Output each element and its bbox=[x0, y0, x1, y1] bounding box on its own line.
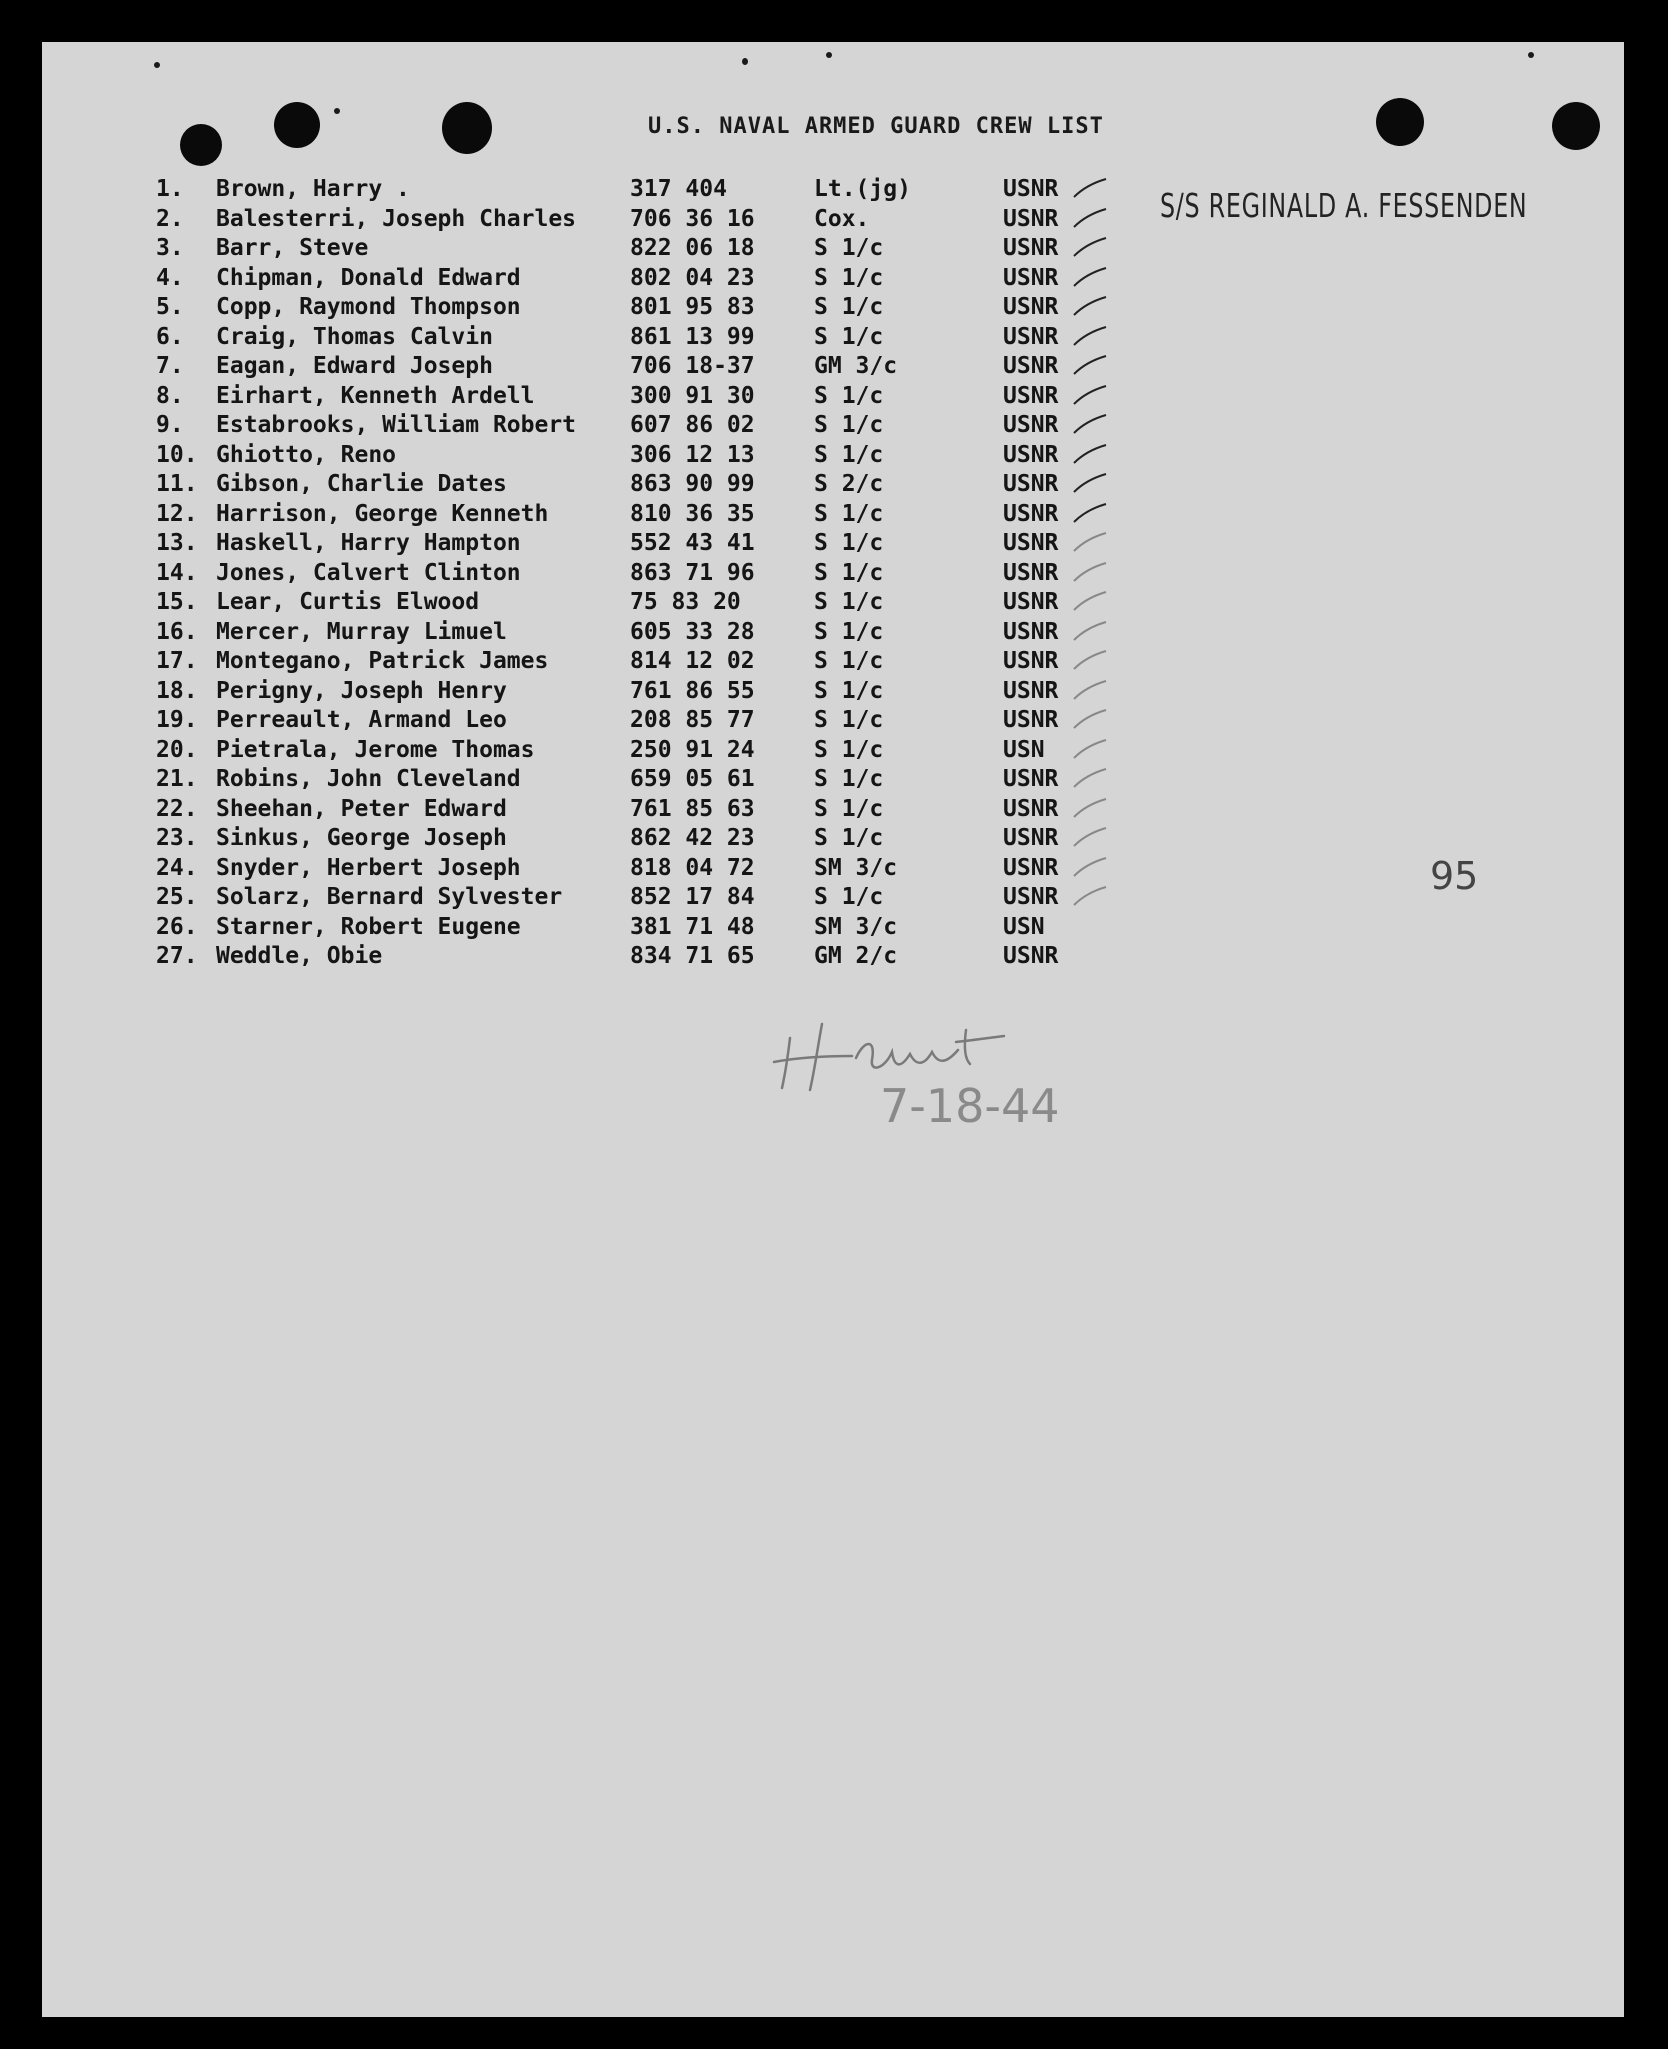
punch-hole bbox=[274, 102, 320, 148]
crew-name: Haskell, Harry Hampton bbox=[216, 530, 521, 556]
crew-name: Estabrooks, William Robert bbox=[216, 412, 577, 438]
punch-hole bbox=[180, 124, 222, 166]
crew-number: 16. bbox=[156, 618, 198, 645]
crew-branch: USNR bbox=[1003, 618, 1059, 645]
crew-serial-number: 861 13 99 bbox=[630, 323, 755, 350]
crew-name: Ghiotto, Reno bbox=[216, 441, 397, 468]
crew-name: Eagan, Edward Joseph bbox=[216, 353, 493, 379]
crew-rate: S 1/c bbox=[814, 618, 884, 645]
crew-name: Copp, Raymond Thompson bbox=[216, 294, 521, 320]
crew-branch: USNR bbox=[1003, 264, 1059, 291]
crew-serial-number: 818 04 72 bbox=[630, 854, 755, 881]
crew-rate: S 1/c bbox=[814, 884, 884, 910]
crew-branch: USNR bbox=[1003, 943, 1059, 969]
crew-number: 8. bbox=[156, 382, 184, 409]
crew-number: 27. bbox=[156, 943, 198, 969]
crew-serial-number: 761 86 55 bbox=[630, 677, 755, 704]
crew-branch: USNR bbox=[1003, 884, 1059, 910]
crew-branch: USNR bbox=[1003, 441, 1059, 468]
crew-branch: USNR bbox=[1003, 382, 1059, 409]
crew-name: Chipman, Donald Edward bbox=[216, 264, 521, 291]
crew-branch: USNR bbox=[1003, 648, 1059, 674]
crew-branch: USNR bbox=[1003, 353, 1059, 379]
crew-branch: USNR bbox=[1003, 707, 1059, 733]
crew-name: Pietrala, Jerome Thomas bbox=[216, 736, 535, 763]
crew-rate: S 1/c bbox=[814, 441, 884, 468]
crew-serial-number: 761 85 63 bbox=[630, 795, 755, 822]
crew-number: 23. bbox=[156, 825, 198, 851]
crew-serial-number: 863 71 96 bbox=[630, 559, 755, 586]
crew-rate: S 1/c bbox=[814, 264, 884, 291]
crew-rate: S 1/c bbox=[814, 294, 884, 320]
crew-rate: S 1/c bbox=[814, 648, 884, 674]
crew-branch: USNR bbox=[1003, 530, 1059, 556]
crew-number: 4. bbox=[156, 264, 184, 291]
crew-number: 5. bbox=[156, 294, 184, 320]
crew-serial-number: 706 18-37 bbox=[630, 353, 755, 379]
crew-serial-number: 552 43 41 bbox=[630, 530, 755, 556]
handwritten-signature bbox=[760, 1000, 1160, 1130]
crew-number: 14. bbox=[156, 559, 198, 586]
crew-branch: USNR bbox=[1003, 825, 1059, 851]
crew-branch: USNR bbox=[1003, 235, 1059, 261]
ink-speck bbox=[742, 58, 748, 65]
crew-serial-number: 801 95 83 bbox=[630, 294, 755, 320]
crew-number: 1. bbox=[156, 176, 184, 202]
crew-branch: USNR bbox=[1003, 677, 1059, 704]
crew-rate: S 1/c bbox=[814, 412, 884, 438]
crew-branch: USNR bbox=[1003, 766, 1059, 792]
crew-number: 7. bbox=[156, 353, 184, 379]
crew-rate: S 1/c bbox=[814, 500, 884, 527]
crew-branch: USNR bbox=[1003, 559, 1059, 586]
crew-name: Starner, Robert Eugene bbox=[216, 913, 521, 940]
ink-speck bbox=[154, 62, 160, 68]
crew-number: 13. bbox=[156, 530, 198, 556]
page-number: 95 bbox=[1430, 854, 1479, 898]
crew-rate: S 1/c bbox=[814, 559, 884, 586]
crew-serial-number: 822 06 18 bbox=[630, 235, 755, 261]
crew-name: Craig, Thomas Calvin bbox=[216, 323, 493, 350]
crew-rate: S 1/c bbox=[814, 530, 884, 556]
crew-name: Sheehan, Peter Edward bbox=[216, 795, 507, 822]
crew-serial-number: 834 71 65 bbox=[630, 943, 755, 969]
crew-branch: USNR bbox=[1003, 205, 1059, 232]
crew-branch: USN bbox=[1003, 913, 1045, 940]
ink-speck bbox=[826, 52, 832, 58]
crew-name: Sinkus, George Joseph bbox=[216, 825, 507, 851]
crew-branch: USNR bbox=[1003, 294, 1059, 320]
crew-rate: Lt.(jg) bbox=[814, 176, 911, 202]
crew-rate: Cox. bbox=[814, 205, 870, 232]
crew-branch: USNR bbox=[1003, 176, 1059, 202]
crew-rate: S 1/c bbox=[814, 382, 884, 409]
punch-hole bbox=[1552, 102, 1600, 150]
crew-name: Weddle, Obie bbox=[216, 943, 383, 969]
crew-rate: S 1/c bbox=[814, 825, 884, 851]
crew-rate: S 1/c bbox=[814, 766, 884, 792]
crew-rate: S 1/c bbox=[814, 736, 884, 763]
crew-number: 17. bbox=[156, 648, 198, 674]
crew-number: 19. bbox=[156, 707, 198, 733]
crew-rate: GM 2/c bbox=[814, 943, 898, 969]
crew-branch: USNR bbox=[1003, 412, 1059, 438]
ink-speck bbox=[334, 108, 340, 114]
crew-serial-number: 814 12 02 bbox=[630, 648, 755, 674]
crew-number: 26. bbox=[156, 913, 198, 940]
crew-serial-number: 706 36 16 bbox=[630, 205, 755, 232]
crew-name: Snyder, Herbert Joseph bbox=[216, 854, 521, 881]
crew-name: Mercer, Murray Limuel bbox=[216, 618, 507, 645]
crew-serial-number: 208 85 77 bbox=[630, 707, 755, 733]
crew-name: Perigny, Joseph Henry bbox=[216, 677, 507, 704]
crew-rate: S 1/c bbox=[814, 323, 884, 350]
crew-number: 24. bbox=[156, 854, 198, 881]
crew-number: 12. bbox=[156, 500, 198, 527]
crew-rate: S 1/c bbox=[814, 795, 884, 822]
crew-rate: S 2/c bbox=[814, 471, 884, 497]
crew-number: 18. bbox=[156, 677, 198, 704]
crew-rate: S 1/c bbox=[814, 235, 884, 261]
crew-name: Montegano, Patrick James bbox=[216, 648, 549, 674]
crew-number: 9. bbox=[156, 412, 184, 438]
crew-number: 11. bbox=[156, 471, 198, 497]
crew-serial-number: 306 12 13 bbox=[630, 441, 755, 468]
crew-serial-number: 862 42 23 bbox=[630, 825, 755, 851]
crew-branch: USN bbox=[1003, 736, 1045, 763]
crew-serial-number: 317 404 bbox=[630, 176, 727, 202]
crew-name: Brown, Harry . bbox=[216, 176, 410, 202]
punch-hole bbox=[1376, 98, 1424, 146]
crew-serial-number: 605 33 28 bbox=[630, 618, 755, 645]
crew-serial-number: 250 91 24 bbox=[630, 736, 755, 763]
ship-name-stamp: S/S REGINALD A. FESSENDEN bbox=[1160, 186, 1528, 225]
crew-number: 21. bbox=[156, 766, 198, 792]
crew-serial-number: 810 36 35 bbox=[630, 500, 755, 527]
crew-branch: USNR bbox=[1003, 795, 1059, 822]
ink-speck bbox=[1528, 52, 1534, 58]
crew-rate: S 1/c bbox=[814, 589, 884, 615]
crew-rate: S 1/c bbox=[814, 707, 884, 733]
punch-hole bbox=[442, 102, 492, 154]
crew-number: 15. bbox=[156, 589, 198, 615]
crew-number: 20. bbox=[156, 736, 198, 763]
crew-serial-number: 802 04 23 bbox=[630, 264, 755, 291]
document-title: U.S. NAVAL ARMED GUARD CREW LIST bbox=[648, 114, 1104, 139]
crew-number: 2. bbox=[156, 205, 184, 232]
crew-rate: S 1/c bbox=[814, 677, 884, 704]
crew-number: 22. bbox=[156, 795, 198, 822]
crew-number: 3. bbox=[156, 235, 184, 261]
crew-serial-number: 863 90 99 bbox=[630, 471, 755, 497]
crew-name: Harrison, George Kenneth bbox=[216, 500, 549, 527]
crew-name: Eirhart, Kenneth Ardell bbox=[216, 382, 535, 409]
crew-branch: USNR bbox=[1003, 471, 1059, 497]
crew-serial-number: 659 05 61 bbox=[630, 766, 755, 792]
crew-name: Gibson, Charlie Dates bbox=[216, 471, 507, 497]
crew-serial-number: 75 83 20 bbox=[630, 589, 741, 615]
crew-branch: USNR bbox=[1003, 589, 1059, 615]
crew-branch: USNR bbox=[1003, 323, 1059, 350]
crew-number: 25. bbox=[156, 884, 198, 910]
crew-number: 10. bbox=[156, 441, 198, 468]
crew-number: 6. bbox=[156, 323, 184, 350]
crew-name: Balesterri, Joseph Charles bbox=[216, 205, 577, 232]
crew-name: Lear, Curtis Elwood bbox=[216, 589, 480, 615]
signature-date: 7-18-44 bbox=[880, 1079, 1060, 1130]
crew-branch: USNR bbox=[1003, 500, 1059, 527]
crew-name: Barr, Steve bbox=[216, 235, 369, 261]
crew-serial-number: 381 71 48 bbox=[630, 913, 755, 940]
crew-name: Jones, Calvert Clinton bbox=[216, 559, 521, 586]
crew-rate: SM 3/c bbox=[814, 854, 898, 881]
crew-name: Robins, John Cleveland bbox=[216, 766, 521, 792]
crew-serial-number: 300 91 30 bbox=[630, 382, 755, 409]
crew-branch: USNR bbox=[1003, 854, 1059, 881]
crew-serial-number: 852 17 84 bbox=[630, 884, 755, 910]
crew-rate: SM 3/c bbox=[814, 913, 898, 940]
crew-rate: GM 3/c bbox=[814, 353, 898, 379]
crew-name: Solarz, Bernard Sylvester bbox=[216, 884, 563, 910]
crew-name: Perreault, Armand Leo bbox=[216, 707, 507, 733]
crew-serial-number: 607 86 02 bbox=[630, 412, 755, 438]
